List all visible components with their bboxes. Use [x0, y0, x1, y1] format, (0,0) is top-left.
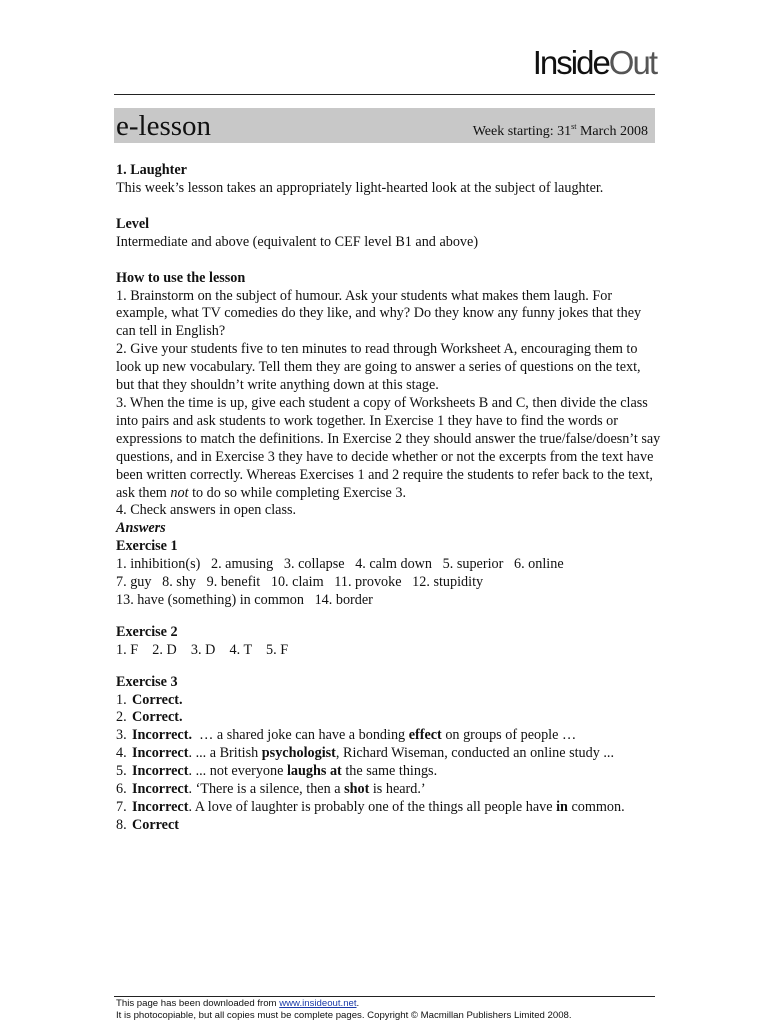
- item-number: 7.: [116, 799, 127, 815]
- exercise-1-line: 13. have (something) in common 14. border: [116, 591, 373, 608]
- item-label: Incorrect: [132, 799, 189, 815]
- footer-rule: [114, 996, 655, 997]
- exercise-3-item: [116, 781, 661, 799]
- exercise-1-line: 7. guy 8. shy 9. benefit 10. claim 11. provoke 12. stupidity: [116, 574, 484, 591]
- exercise-2-heading: Exercise 2: [116, 623, 178, 640]
- header-rule: [114, 94, 655, 95]
- intro-section: [116, 162, 661, 198]
- exercise-3-item: [116, 727, 661, 745]
- item-pre: . A love of laughter is probably one of the things all people have: [188, 799, 557, 815]
- item-label: Incorrect: [132, 763, 189, 780]
- item-label: Correct.: [132, 691, 183, 708]
- exercise-3-item: [116, 709, 661, 727]
- item-bold: laughs at: [286, 763, 342, 780]
- step-3-text-a: 3. When the time is up, give each student a copy of Worksheets B and C, then divide the class into pairs and ask students to work together. In Exercise 1 they have to find the words or expressions to match the definitions. In Exercise 2 they should answer the true/false/doesn’t say questions, and in Exercise 3 they have to decide whether or not the excerpts from the text have been written correctly. Whereas Exercises 1 and 2 require the students to refer back to the text, ask them: [116, 394, 661, 501]
- item-text: [132, 709, 661, 727]
- item-pre: . ... a British: [188, 745, 262, 762]
- exercise-1-heading: Exercise 1: [116, 538, 178, 555]
- item-number: 8.: [116, 816, 127, 833]
- exercise-3-item: [116, 799, 661, 817]
- item-post: , Richard Wiseman, conducted an online study ...: [335, 745, 615, 762]
- lesson-content: [116, 162, 661, 835]
- item-text: [132, 727, 661, 745]
- exercise-3-list: [116, 692, 661, 835]
- item-post: is heard.’: [369, 781, 426, 798]
- item-text: [132, 817, 661, 835]
- title-banner: [114, 108, 655, 143]
- inside-out-logo: [533, 46, 656, 79]
- item-text: [132, 763, 661, 781]
- answers-heading: Answers: [116, 520, 166, 537]
- level-section: [116, 216, 661, 252]
- item-pre: . ‘There is a silence, then a: [188, 781, 345, 798]
- item-post: common.: [567, 799, 625, 815]
- exercise-2: [116, 624, 661, 660]
- intro-heading: 1. Laughter: [116, 162, 187, 178]
- footer: [116, 998, 572, 1021]
- insideout-link[interactable]: www.insideout.net: [279, 998, 357, 1009]
- item-number: 5.: [116, 763, 127, 780]
- item-label: Correct: [132, 816, 179, 833]
- item-number: 2.: [116, 709, 127, 726]
- exercise-3-heading: Exercise 3: [116, 673, 178, 690]
- item-post: the same things.: [341, 763, 438, 780]
- exercise-1-line: 1. inhibition(s) 2. amusing 3. collapse 4. calm down 5. superior 6. online: [116, 556, 564, 573]
- how-to-section: [116, 270, 661, 521]
- item-bold: effect: [408, 727, 442, 744]
- week-suffix: March 2008: [576, 124, 648, 139]
- footer-suffix: .: [356, 998, 360, 1009]
- footer-line-1: [116, 998, 572, 1010]
- week-sup: st: [571, 122, 577, 131]
- footer-prefix: This page has been downloaded from: [116, 998, 280, 1009]
- item-text: [132, 692, 661, 710]
- exercise-2-line: 1. F 2. D 3. D 4. T 5. F: [116, 641, 289, 658]
- item-bold: in: [556, 799, 568, 815]
- exercise-3-item: [116, 745, 661, 763]
- item-label: Correct.: [132, 709, 183, 726]
- step-3-emphasis: not: [170, 484, 189, 501]
- exercise-3-item: [116, 763, 661, 781]
- how-to-heading: How to use the lesson: [116, 269, 246, 286]
- item-post: on groups of people …: [441, 727, 577, 744]
- how-to-step-4: 4. Check answers in open class.: [116, 502, 297, 519]
- item-number: 1.: [116, 691, 127, 708]
- level-text: Intermediate and above (equivalent to CEF level B1 and above): [116, 233, 479, 250]
- item-bold: psychologist: [261, 745, 336, 762]
- how-to-step-3: [116, 395, 661, 502]
- item-pre: … a shared joke can have a bonding: [192, 727, 409, 744]
- level-heading: Level: [116, 215, 150, 232]
- footer-line-2: It is photocopiable, but all copies must be complete pages. Copyright © Macmillan Publishers Limited 2008.: [116, 1009, 572, 1021]
- item-label: Incorrect: [132, 781, 189, 798]
- exercise-3-item: [116, 817, 661, 835]
- week-prefix: Week starting: 31: [472, 124, 572, 139]
- item-pre: . ... not everyone: [188, 763, 287, 780]
- intro-text: This week’s lesson takes an appropriately light-hearted look at the subject of laughter.: [116, 179, 604, 196]
- logo-inside: Inside: [532, 44, 609, 81]
- logo-out: Out: [608, 44, 656, 81]
- exercise-1: [116, 538, 661, 610]
- item-bold: shot: [344, 781, 370, 798]
- item-number: 6.: [116, 781, 127, 798]
- item-number: 3.: [116, 727, 127, 744]
- page-title: e-lesson: [116, 110, 212, 142]
- item-text: [132, 781, 661, 799]
- week-starting: [473, 122, 648, 140]
- item-text: [132, 745, 661, 763]
- exercise-3: [116, 674, 661, 835]
- item-label: Incorrect.: [132, 727, 193, 744]
- item-number: 4.: [116, 745, 127, 762]
- item-text: [132, 799, 661, 817]
- item-label: Incorrect: [132, 745, 189, 762]
- step-3-text-b: to do so while completing Exercise 3.: [188, 484, 407, 501]
- how-to-step-2: 2. Give your students five to ten minutes to read through Worksheet A, encouraging them to look up new vocabulary. Tell them they are going to answer a series of questions on the text, but that they shouldn’t write anything down at this stage.: [116, 341, 641, 394]
- how-to-step-1: 1. Brainstorm on the subject of humour. Ask your students what makes them laugh. For example, what TV comedies do they like, and why? Do they know any funny jokes that they can tell in English?: [116, 287, 642, 340]
- exercise-3-item: [116, 692, 661, 710]
